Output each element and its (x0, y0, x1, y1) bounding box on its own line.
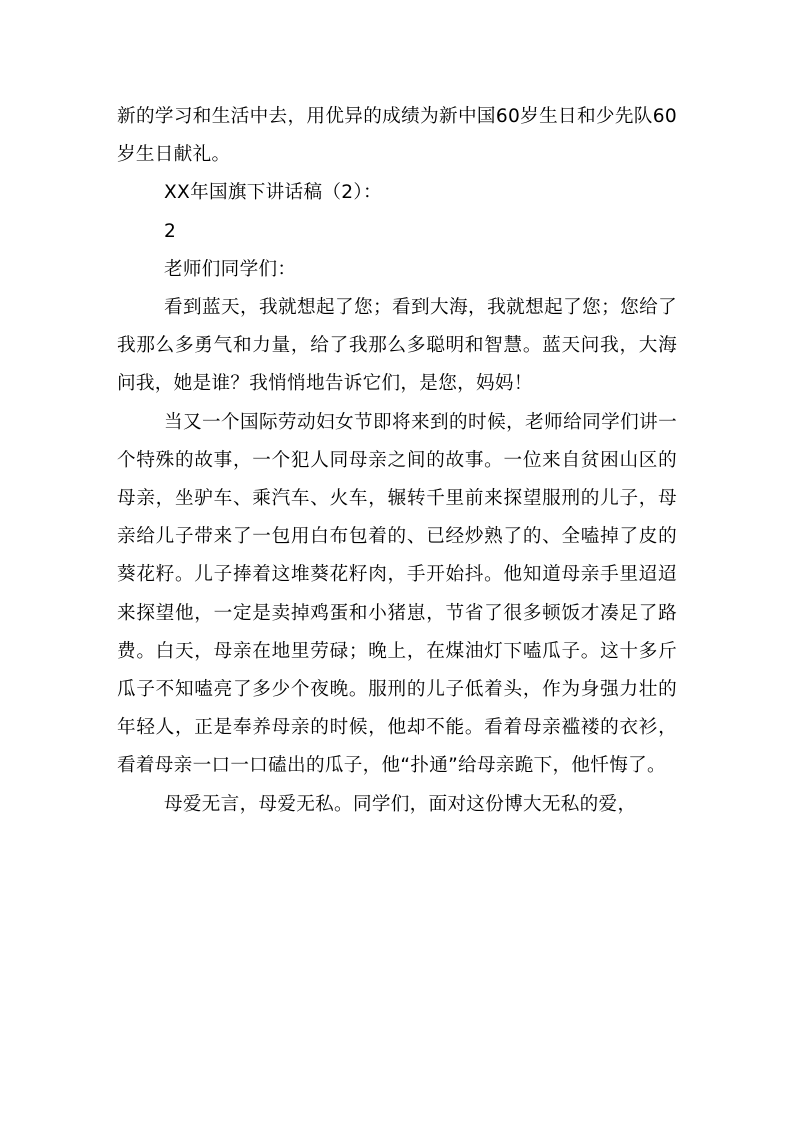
section-heading: XX年国旗下讲话稿（2）： (164, 182, 382, 204)
paragraph-blue-sky: 看到蓝天，我就想起了您；看到大海，我就想起了您；您给了我那么多勇气和力量，给了我那么多聪明和智慧。蓝天问我，大海问我，她是谁？我悄悄地告诉它们，是您，妈妈！ (117, 297, 677, 395)
paragraph-story: 当又一个国际劳动妇女节即将来到的时候，老师给同学们讲一个特殊的故事，一个犯人同母亲之间的故事。一位来自贫困山区的母亲，坐驴车、乘汽车、火车，辗转千里前来探望服刑的儿子，母亲给儿子带来了一包用白布包着的、已经炒熟了的、全嗑掉了皮的葵花籽。儿子捧着这堆葵花籽肉，手开始抖。他知道母亲手里迢迢来探望他，一定是卖掉鸡蛋和小猪崽，节省了很多顿饭才凑足了路费。白天，母亲在地里劳碌；晚上，在煤油灯下嗑瓜子。这十多斤瓜子不知嗑亮了多少个夜晚。服刑的儿子低着头，作为身强力壮的年轻人，正是奉养母亲的时候，他却不能。看着母亲褴褛的衣衫，看着母亲一口一口磕出的瓜子，他“扑通”给母亲跪下，他忏悔了。 (117, 411, 677, 777)
section-number: 2 (164, 220, 177, 242)
paragraph-mother-love: 母爱无言，母爱无私。同学们，面对这份博大无私的爱， (164, 793, 637, 815)
salutation: 老师们同学们： (164, 258, 297, 280)
paragraph-continuation: 新的学习和生活中去，用优异的成绩为新中国60岁生日和少先队60岁生日献礼。 (117, 106, 677, 166)
document-body (117, 98, 677, 824)
